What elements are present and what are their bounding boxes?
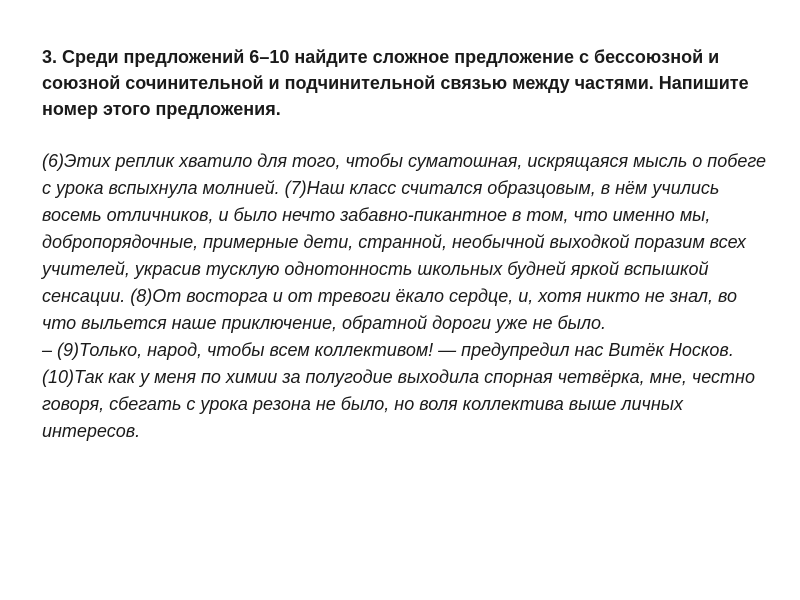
text-passage <box>42 148 772 445</box>
slide-content <box>42 44 772 445</box>
passage-paragraph: – (9)Только, народ, чтобы всем коллективом! — предупредил нас Витёк Носков. <box>42 340 734 360</box>
task-text: 3. Среди предложений 6–10 найдите сложное предложение с бессоюзной и союзной сочинительной и подчинительной связью между частями. Напишите номер этого предложения. <box>42 47 749 119</box>
passage-paragraph: (6)Этих реплик хватило для того, чтобы суматошная, искрящаяся мысль о побеге с урока вспыхнула молнией. (7)Наш класс считался образцовым, в нём учились восемь отличников, и было нечто забавно-пикантное в том, что именно мы, добропорядочные, примерные дети, странной, необычной выходкой поразим всех учителей, украсив тусклую однотонность школьных будней яркой вспышкой сенсации. (8)От восторга и от тревоги ёкало сердце, и, хотя никто не знал, во что выльется наше приключение, обратной дороги уже не было. <box>42 151 767 333</box>
passage-paragraph: (10)Так как у меня по химии за полугодие выходила спорная четвёрка, мне, честно говоря, сбегать с урока резона не было, но воля коллектива выше личных интересов. <box>42 367 755 441</box>
